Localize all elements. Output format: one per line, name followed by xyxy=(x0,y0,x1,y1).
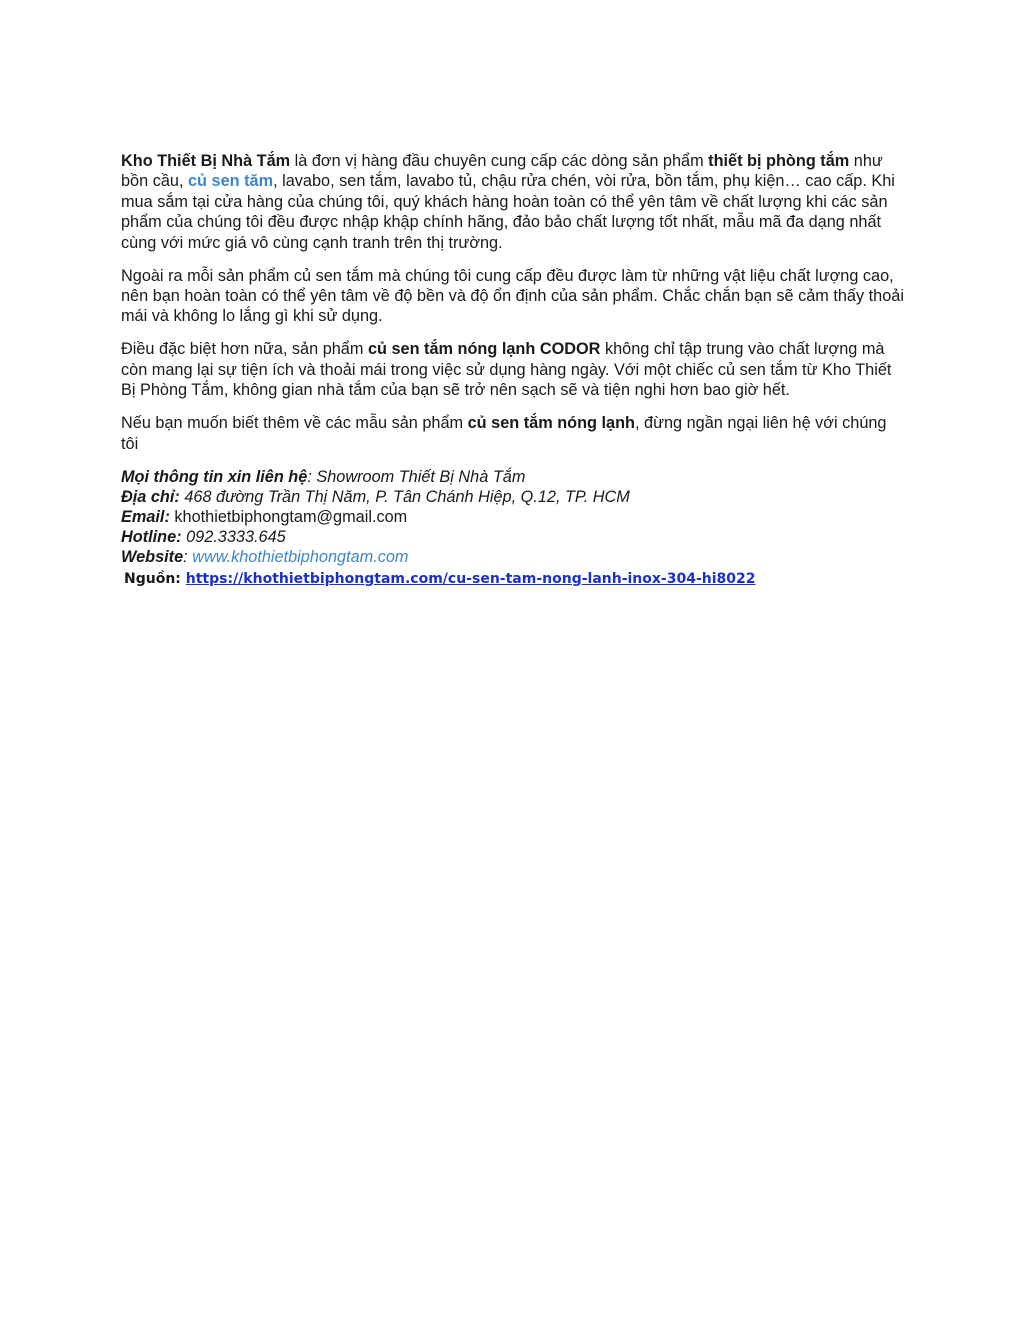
website-label: Website xyxy=(121,548,184,567)
intro-text-3: , lavabo, sen tắm, lavabo tủ, chậu rửa chén, vòi rửa, bồn tắm, phụ kiện… cao cấp. Khi mua sắm tại cửa hàng của chúng tôi, quý khách hàng hoàn toàn có thể yên tâm về chất lượng khi các sản phẩm của chúng tôi đều được nhập khập chính hãng, đảo bảo chất lượng tốt nhất, mẫu mã đa dạng nhất cùng với mức giá vô cùng cạnh tranh trên thị trường. xyxy=(121,172,895,252)
website-separator: : xyxy=(183,548,193,567)
intro-paragraph xyxy=(121,151,906,253)
address-label: Địa chỉ: xyxy=(121,487,180,506)
contact-info-line xyxy=(121,467,906,487)
hotline-label: Hotline: xyxy=(121,528,182,547)
codor-text-1: Điều đặc biệt hơn nữa, sản phẩm xyxy=(121,340,368,359)
contact-block xyxy=(121,467,906,568)
codor-text-2: không chỉ tập trung vào chất lượng mà còn mang lại sự tiện ích và thoải mái trong việc sử dụng hàng ngày. Với một chiếc củ sen tắm từ Kho Thiết Bị Phòng Tắm, không gian nhà tắm của bạn sẽ trở nên sạch sẽ và tiện nghi hơn bao giờ hết. xyxy=(121,340,892,400)
intro-text-2: như bồn cầu, xyxy=(121,152,883,191)
email-line xyxy=(121,507,906,527)
contact-info-label: Mọi thông tin xin liên hệ xyxy=(121,467,308,486)
hotline-line xyxy=(121,527,906,547)
email-value[interactable]: khothietbiphongtam@gmail.com xyxy=(169,508,408,527)
intro-text-1: là đơn vị hàng đầu chuyên cung cấp các dòng sản phẩm xyxy=(290,152,709,170)
cu-sen-tam-link[interactable]: củ sen tăm xyxy=(188,172,274,191)
materials-paragraph: Ngoài ra mỗi sản phẩm củ sen tắm mà chúng tôi cung cấp đều được làm từ những vật liệu chất lượng cao, nên bạn hoàn toàn có thể yên tâm về độ bền và độ ổn định của sản phẩm. Chắc chắn bạn sẽ cảm thấy thoải mái và không lo lắng gì khi sử dụng. xyxy=(121,266,904,326)
email-label: Email: xyxy=(121,508,170,527)
invite-product-name: củ sen tắm nóng lạnh xyxy=(467,414,635,433)
contact-invite-paragraph xyxy=(121,413,906,454)
invite-text-2: , đừng ngần ngại liên hệ với chúng tôi xyxy=(121,414,887,453)
address-line xyxy=(121,487,906,507)
invite-text-1: Nếu bạn muốn biết thêm về các mẫu sản phẩm xyxy=(121,414,468,433)
company-name: Kho Thiết Bị Nhà Tắm xyxy=(121,152,291,170)
product-category: thiết bị phòng tắm xyxy=(708,152,850,170)
website-line xyxy=(121,547,906,567)
address-value: 468 đường Trần Thị Năm, P. Tân Chánh Hiệp, Q.12, TP. HCM xyxy=(179,487,630,506)
hotline-value[interactable]: 092.3333.645 xyxy=(181,528,286,547)
source-line xyxy=(124,569,906,589)
codor-product-name: củ sen tắm nóng lạnh CODOR xyxy=(367,340,601,359)
website-link[interactable]: www.khothietbiphongtam.com xyxy=(192,548,409,567)
codor-paragraph xyxy=(121,339,906,400)
document-body xyxy=(121,151,906,589)
source-url-link[interactable]: https://khothietbiphongtam.com/cu-sen-tam-nong-lanh-inox-304-hi8022 xyxy=(185,570,756,587)
source-label: Nguồn: xyxy=(124,570,186,587)
contact-info-value: : Showroom Thiết Bị Nhà Tắm xyxy=(307,467,526,486)
